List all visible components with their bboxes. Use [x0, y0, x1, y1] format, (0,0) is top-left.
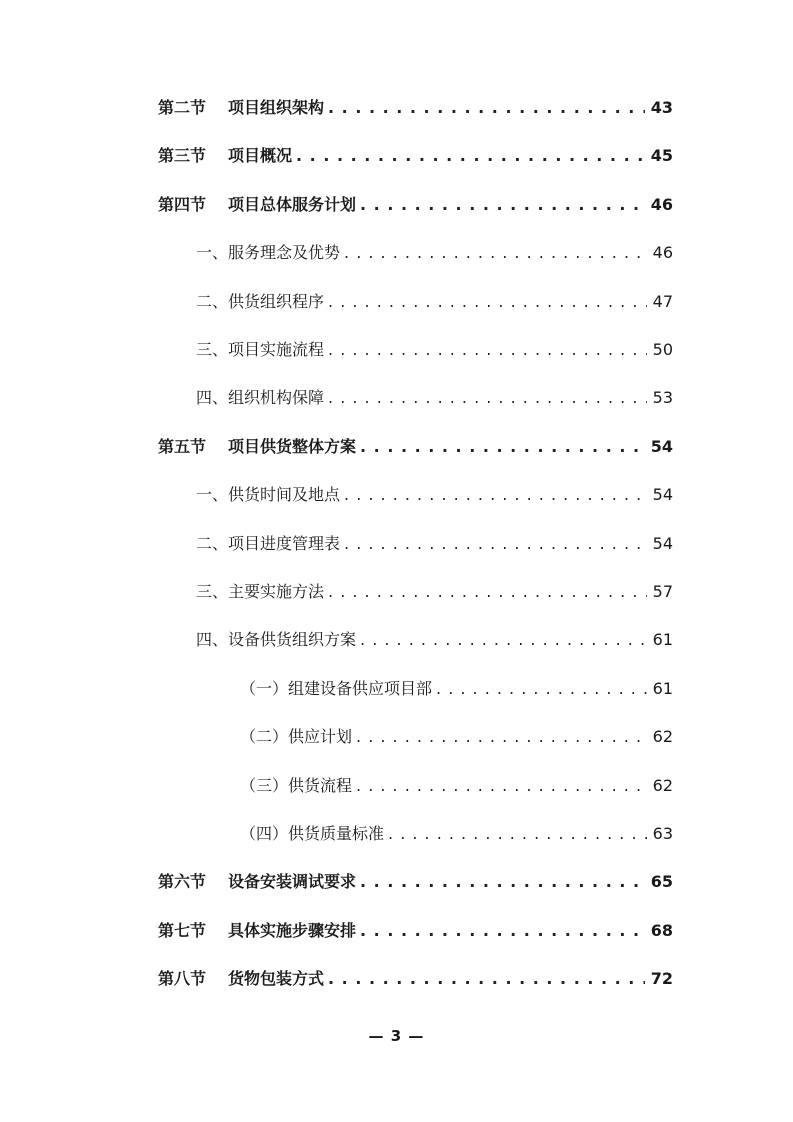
toc-section-title: 设备安装调试要求 — [228, 872, 357, 892]
toc-page-number: 54 — [652, 485, 673, 505]
toc-entry-label — [240, 725, 352, 749]
toc-entry[interactable] — [158, 193, 673, 217]
toc-dot-leader — [436, 677, 647, 701]
toc-section-title: 项目总体服务计划 — [228, 194, 357, 214]
toc-dot-leader — [360, 919, 645, 943]
toc-entry-label — [196, 628, 356, 652]
toc-page-number: 68 — [650, 920, 673, 940]
toc-entry-label — [158, 870, 356, 894]
toc-entry[interactable] — [240, 774, 673, 798]
toc-page-number: 47 — [652, 291, 673, 311]
toc-page-number: 45 — [650, 146, 673, 166]
toc-section-title: 三、主要实施方法 — [196, 582, 325, 601]
toc-entry-label — [158, 919, 356, 943]
toc-section-title: 四、组织机构保障 — [196, 388, 325, 408]
toc-entry[interactable] — [196, 241, 673, 265]
toc-entry[interactable] — [196, 628, 673, 652]
toc-section-number: 第六节 — [158, 872, 207, 892]
toc-page-number: 43 — [650, 98, 673, 117]
toc-entry[interactable] — [158, 435, 673, 459]
toc-entry[interactable] — [196, 386, 673, 410]
toc-section-title: 一、供货时间及地点 — [196, 485, 341, 505]
toc-entry-label — [240, 774, 352, 798]
toc-entry[interactable] — [240, 822, 673, 846]
toc-page-number: 46 — [652, 243, 673, 263]
toc-page-number: 72 — [650, 969, 673, 989]
toc-dot-leader — [344, 532, 647, 556]
toc-section-title: 项目组织架构 — [228, 98, 325, 117]
toc-section-title: （一）组建设备供应项目部 — [240, 678, 433, 698]
toc-page-number: 54 — [652, 533, 673, 553]
toc-page-number: 63 — [652, 824, 673, 843]
toc-page-number: 62 — [652, 775, 673, 795]
toc-section-title: 具体实施步骤安排 — [228, 920, 357, 940]
toc-section-title: （四）供货质量标准 — [240, 824, 385, 843]
toc-section-number: 第五节 — [158, 436, 207, 456]
toc-dot-leader — [388, 822, 647, 846]
toc-dot-leader — [356, 774, 647, 798]
toc-entry[interactable] — [158, 144, 673, 168]
toc-entry-label — [240, 677, 432, 701]
toc-section-title: 货物包装方式 — [228, 969, 325, 989]
toc-section-number: 第八节 — [158, 969, 207, 989]
toc-page-number: 61 — [652, 678, 673, 698]
toc-entry-label — [158, 193, 356, 217]
toc-entry[interactable] — [240, 725, 673, 749]
toc-page-number: 46 — [650, 194, 673, 214]
toc-section-title: 一、服务理念及优势 — [196, 243, 341, 263]
toc-dot-leader — [360, 628, 647, 652]
toc-entry-label — [196, 241, 340, 265]
toc-entry-label — [196, 483, 340, 507]
toc-entry[interactable] — [196, 532, 673, 556]
toc-dot-leader — [328, 338, 647, 362]
toc-dot-leader — [344, 483, 647, 507]
toc-section-title: 三、项目实施流程 — [196, 340, 325, 359]
toc-dot-leader — [356, 725, 647, 749]
toc-entry[interactable] — [196, 290, 673, 314]
toc-entry[interactable] — [158, 967, 673, 991]
toc-section-number: 第七节 — [158, 920, 207, 940]
toc-entry-label — [158, 967, 324, 991]
toc-entry-label — [158, 96, 324, 120]
toc-section-title: 二、项目进度管理表 — [196, 533, 341, 553]
toc-dot-leader — [328, 290, 647, 314]
toc-dot-leader — [328, 580, 647, 604]
toc-section-title: 项目供货整体方案 — [228, 436, 357, 456]
toc-dot-leader — [360, 870, 645, 894]
toc-section-title: 四、设备供货组织方案 — [196, 630, 357, 650]
toc-entry[interactable] — [196, 580, 673, 604]
toc-dot-leader — [328, 96, 645, 120]
toc-section-title: 项目概况 — [228, 146, 293, 166]
toc-dot-leader — [360, 435, 645, 459]
toc-section-number: 第三节 — [158, 146, 207, 166]
toc-entry[interactable] — [240, 677, 673, 701]
toc-page-number: 54 — [650, 436, 673, 456]
toc-entry[interactable] — [196, 483, 673, 507]
toc-page-number: 50 — [652, 340, 673, 359]
toc-dot-leader — [360, 193, 645, 217]
toc-entry-label — [196, 580, 324, 604]
toc-section-number: 第二节 — [158, 98, 207, 117]
toc-page-number: 53 — [652, 388, 673, 408]
toc-page-number: 62 — [652, 727, 673, 747]
toc-entry[interactable] — [158, 96, 673, 120]
toc-section-title: （三）供货流程 — [240, 775, 353, 795]
toc-page-number: 61 — [652, 630, 673, 650]
toc-dot-leader — [344, 241, 647, 265]
toc-entry-label — [196, 386, 324, 410]
toc-dot-leader — [328, 386, 647, 410]
toc-entry[interactable] — [158, 919, 673, 943]
toc-dot-leader — [296, 144, 645, 168]
toc-entry-label — [158, 144, 292, 168]
toc-section-title: 二、供货组织程序 — [196, 291, 325, 311]
toc-page-number: 65 — [650, 872, 673, 892]
toc-entry-label — [196, 290, 324, 314]
toc-page-number: 57 — [652, 582, 673, 601]
toc-dot-leader — [328, 967, 645, 991]
toc-entry-label — [196, 532, 340, 556]
page-number-footer: — 3 — — [368, 1027, 425, 1045]
toc-entry-label — [196, 338, 324, 362]
toc-entry[interactable] — [158, 870, 673, 894]
toc-section-title: （二）供应计划 — [240, 727, 353, 747]
toc-section-number: 第四节 — [158, 194, 207, 214]
toc-entry[interactable] — [196, 338, 673, 362]
toc-entry-label — [240, 822, 384, 846]
toc-entry-label — [158, 435, 356, 459]
